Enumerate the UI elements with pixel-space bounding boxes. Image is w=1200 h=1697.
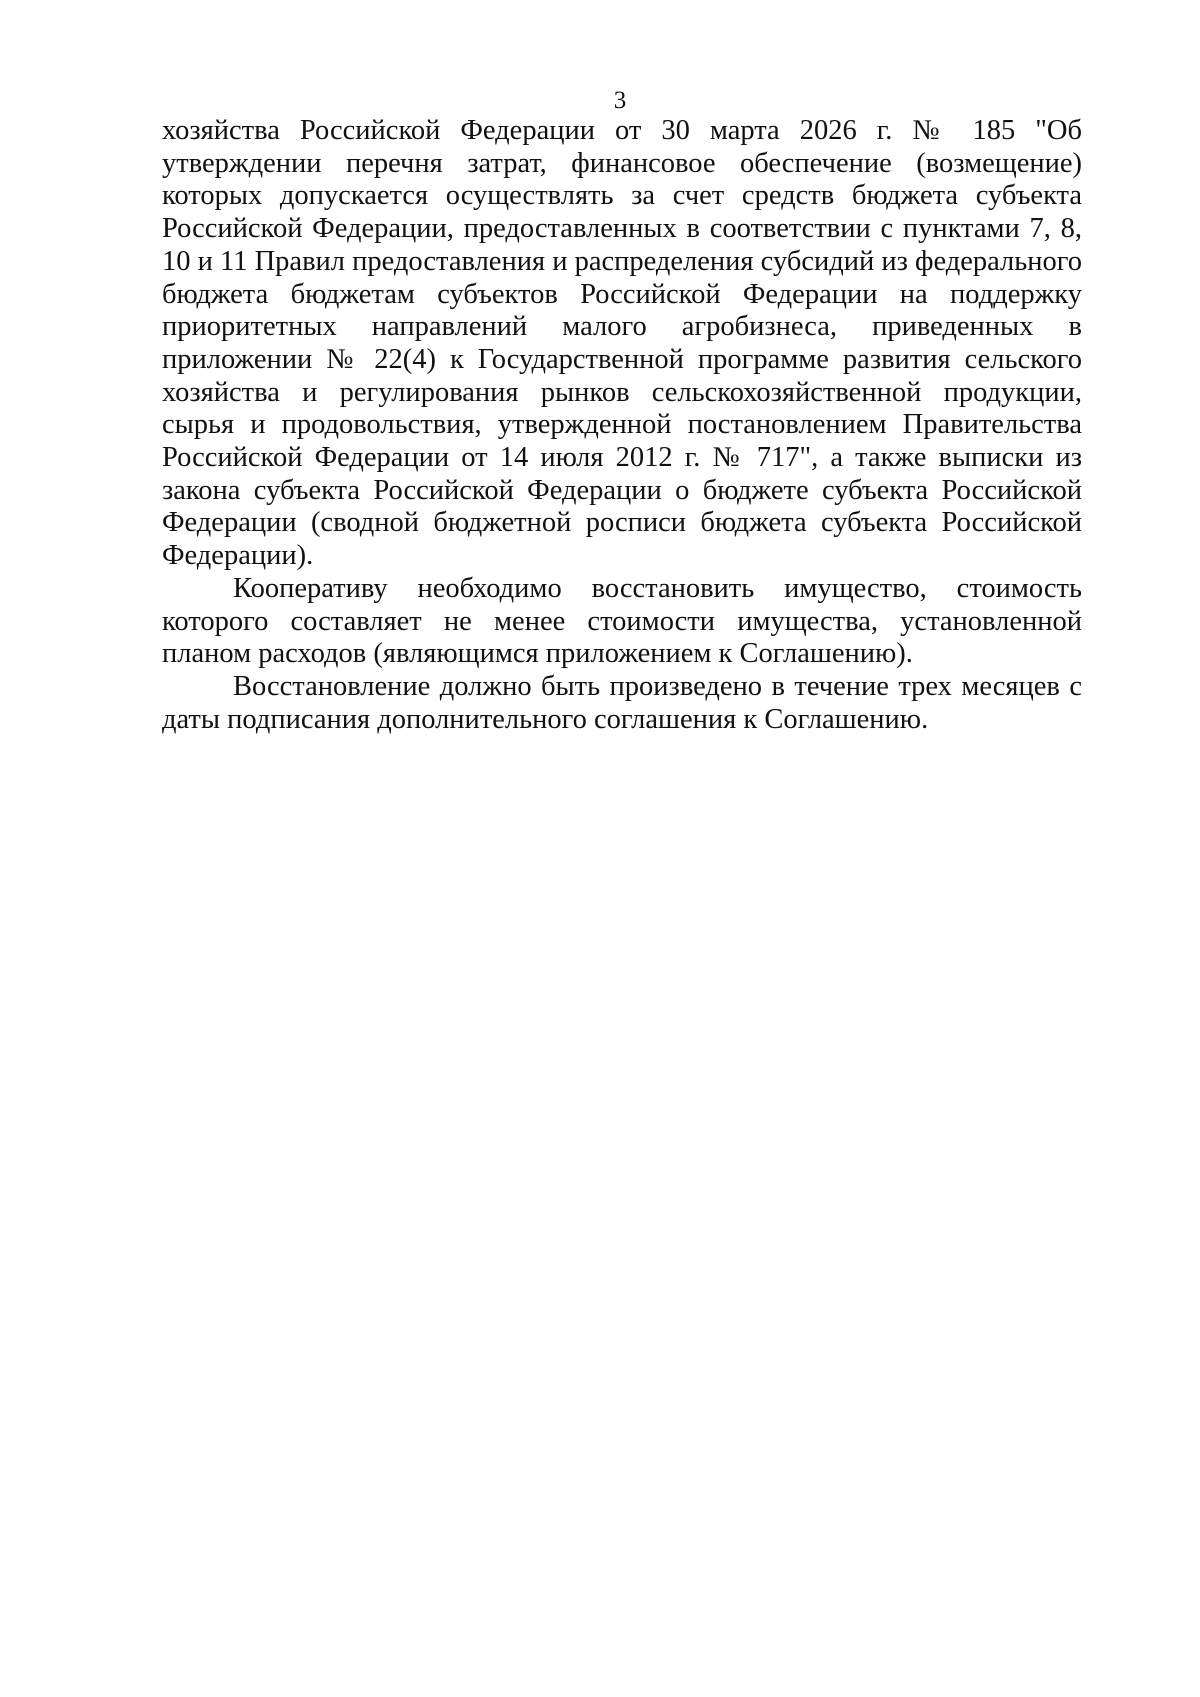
document-body	[162, 115, 1082, 736]
paragraph-cooperative-restore-property: Кооперативу необходимо восстановить имущество, стоимость которого составляет не менее стоимости имущества, установленной планом расходов (являющимся приложением к Соглашению).	[162, 572, 1082, 670]
paragraph-continuation: хозяйства Российской Федерации от 30 марта 2026 г. № 185 "Об утверждении перечня затрат, финансовое обеспечение (возмещение) которых допускается осуществлять за счет средств бюджета субъекта Российской Федерации, предоставленных в соответствии с пунктами 7, 8, 10 и 11 Правил предоставления и распределения субсидий из федерального бюджета бюджетам субъектов Российской Федерации на поддержку приоритетных направлений малого агробизнеса, приведенных в приложении № 22(4) к Государственной программе развития сельского хозяйства и регулирования рынков сельскохозяйственной продукции, сырья и продовольствия, утвержденной постановлением Правительства Российской Федерации от 14 июля 2012 г. № 717", а также выписки из закона субъекта Российской Федерации о бюджете субъекта Российской Федерации (сводной бюджетной росписи бюджета субъекта Российской Федерации).	[162, 115, 1082, 572]
paragraph-restoration-deadline: Восстановление должно быть произведено в течение трех месяцев с даты подписания дополнительного соглашения к Соглашению.	[162, 670, 1082, 735]
page-number: 3	[613, 87, 627, 114]
